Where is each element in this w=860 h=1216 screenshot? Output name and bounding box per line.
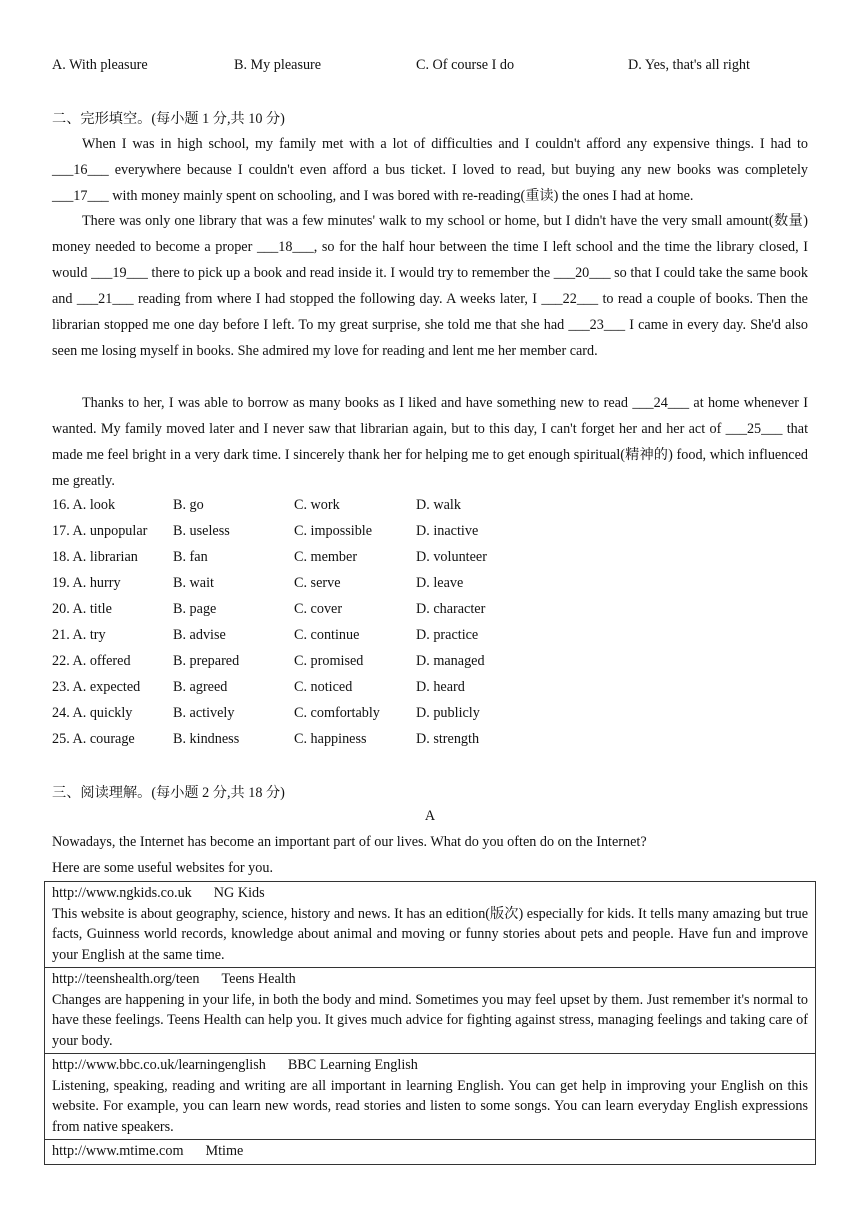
question-option-b: B. advise: [173, 627, 226, 643]
website-name: Mtime: [205, 1143, 244, 1159]
cloze-text: , so for the half hour between the time I left school and the time the library closed, I would: [52, 239, 808, 281]
reading-intro-1: Nowadays, the Internet has become an important part of our lives. What do you often do on the Internet?: [52, 834, 647, 850]
cloze-text: I came in every day. She'd also seen me losing myself in books. She admired my love for reading and lent me her member card.: [52, 317, 808, 359]
cloze-text: reading from where I had stopped the following day. A weeks later, I: [133, 291, 542, 307]
question-option-c: C. noticed: [294, 679, 353, 695]
blank-21: ___21___: [76, 291, 134, 307]
question-option-a: 24. A. quickly: [52, 705, 133, 721]
question-option-b: B. wait: [173, 575, 214, 591]
cloze-text: that made me feel bright in a very dark time. I sincerely thank her for helping me to get enough spiritual(精神的) food, which influenced me greatly.: [52, 421, 809, 489]
website-description: Changes are happening in your life, in both the body and mind. Sometimes you may feel upset by them. Just remember it's normal to have these feelings. Teens Health can help you. It gives much advice for fighting against stress, managing feelings and taking care of your body.: [52, 991, 808, 1049]
question-row: [52, 705, 552, 725]
question-option-d: D. walk: [416, 497, 461, 513]
cloze-heading: 二、完形填空。(每小题 1 分,共 10 分): [52, 111, 285, 127]
question-option-c: C. comfortably: [294, 705, 380, 721]
question-row: [52, 523, 552, 543]
blank-22: ___22___: [541, 291, 599, 307]
question-option-b: B. prepared: [173, 653, 240, 669]
website-header: [52, 1141, 808, 1162]
previous-question-options: [52, 57, 808, 77]
question-row: [52, 601, 552, 621]
cloze-text: at home whenever I wanted. My family moved later and I never saw that librarian again, but to this day, I can't forget her and her act of: [52, 395, 808, 437]
cloze-paragraph-2: [52, 208, 808, 364]
question-option-d: D. practice: [416, 627, 479, 643]
question-option-c: C. work: [294, 497, 340, 513]
blank-18: ___18___: [256, 239, 314, 255]
blank-20: ___20___: [553, 265, 611, 281]
question-option-c: C. serve: [294, 575, 341, 591]
option-c: C. Of course I do: [416, 57, 515, 73]
websites-table: [44, 881, 816, 1165]
website-url: http://www.ngkids.co.uk: [52, 885, 192, 901]
cloze-paragraph-3: [52, 390, 808, 494]
question-option-a: 16. A. look: [52, 497, 116, 513]
question-row: [52, 653, 552, 673]
cloze-text: to read a couple of books. Then the librarian stopped me one day before I left. To my great surprise, she told me that she had: [52, 291, 808, 333]
question-option-d: D. strength: [416, 731, 480, 747]
question-option-d: D. inactive: [416, 523, 479, 539]
website-url: http://www.mtime.com: [52, 1143, 184, 1159]
question-option-a: 19. A. hurry: [52, 575, 121, 591]
website-row: [45, 968, 816, 1054]
passage-label: A: [424, 808, 436, 824]
cloze-text: with money mainly spent on schooling, and I was bored with re-reading(重读) the ones I had at home.: [108, 188, 694, 204]
question-option-d: D. heard: [416, 679, 465, 695]
blank-16: ___16___: [52, 162, 109, 178]
option-d: D. Yes, that's all right: [628, 57, 750, 73]
website-row: [45, 1054, 816, 1140]
question-option-d: D. publicly: [416, 705, 480, 721]
cloze-text: there to pick up a book and read inside it. I would try to remember the: [147, 265, 554, 281]
cloze-text: everywhere because I couldn't even afford a bus ticket. I loved to read, but buying any new books was completely: [108, 162, 808, 178]
question-row: [52, 679, 552, 699]
question-option-a: 23. A. expected: [52, 679, 141, 695]
question-option-d: D. managed: [416, 653, 485, 669]
reading-heading: 三、阅读理解。(每小题 2 分,共 18 分): [52, 785, 285, 801]
blank-24: ___24___: [632, 395, 690, 411]
question-option-a: 20. A. title: [52, 601, 112, 617]
blank-25: ___25___: [725, 421, 783, 437]
website-cell: [45, 1054, 816, 1140]
question-row: [52, 731, 552, 751]
website-header: [52, 969, 808, 990]
question-option-c: C. promised: [294, 653, 364, 669]
cloze-text: There was only one library that was a few minutes' walk to my school or home, but I didn't have the very small amount(数量) money needed to become a proper: [52, 213, 808, 255]
website-row: [45, 1140, 816, 1165]
question-option-a: 21. A. try: [52, 627, 106, 643]
website-cell: [45, 1140, 816, 1165]
question-option-a: 17. A. unpopular: [52, 523, 148, 539]
cloze-text: When I was in high school, my family met with a lot of difficulties and I couldn't afford any expensive things. I had to: [82, 136, 808, 152]
website-row: [45, 882, 816, 968]
website-name: BBC Learning English: [287, 1057, 418, 1073]
cloze-paragraph-1: [52, 131, 808, 209]
question-row: [52, 549, 552, 569]
cloze-text: Thanks to her, I was able to borrow as many books as I liked and have something new to read: [82, 395, 633, 411]
question-option-b: B. kindness: [173, 731, 240, 747]
website-description: Listening, speaking, reading and writing are all important in learning English. You can get help in improving your English on this website. For example, you can learn new words, read stories and listen to some songs. You can learn everyday English expressions from native speakers.: [52, 1077, 808, 1135]
website-cell: [45, 882, 816, 968]
website-description: This website is about geography, science, history and news. It has an edition(版次) especially for kids. It tells many amazing but true facts, Guinness world records, knowledge about animal and moving or funny stories about pets and people. Have fun and improve your English at the same time.: [52, 905, 808, 963]
question-option-b: B. fan: [173, 549, 208, 565]
website-header: [52, 1055, 808, 1076]
question-option-a: 18. A. librarian: [52, 549, 138, 565]
question-option-c: C. cover: [294, 601, 343, 617]
blank-23: ___23___: [568, 317, 626, 333]
question-option-c: C. continue: [294, 627, 360, 643]
option-b: B. My pleasure: [234, 57, 322, 73]
website-url: http://www.bbc.co.uk/learningenglish: [52, 1057, 266, 1073]
blank-17: ___17___: [52, 188, 109, 204]
question-option-d: D. leave: [416, 575, 464, 591]
question-option-a: 25. A. courage: [52, 731, 135, 747]
website-cell: [45, 968, 816, 1054]
question-option-b: B. go: [173, 497, 204, 513]
question-option-a: 22. A. offered: [52, 653, 131, 669]
website-name: NG Kids: [213, 885, 265, 901]
question-option-c: C. impossible: [294, 523, 373, 539]
website-name: Teens Health: [221, 971, 296, 987]
question-option-b: B. page: [173, 601, 217, 617]
website-header: [52, 883, 808, 904]
reading-intro-2: Here are some useful websites for you.: [52, 860, 274, 876]
question-option-c: C. member: [294, 549, 358, 565]
question-row: [52, 497, 552, 517]
option-a: A. With pleasure: [52, 57, 148, 73]
question-option-d: D. volunteer: [416, 549, 487, 565]
question-row: [52, 575, 552, 595]
question-option-b: B. useless: [173, 523, 230, 539]
blank-19: ___19___: [91, 265, 148, 281]
question-option-b: B. actively: [173, 705, 235, 721]
website-url: http://teenshealth.org/teen: [52, 971, 200, 987]
cloze-text: so that I could take the same book and: [52, 265, 808, 307]
question-option-d: D. character: [416, 601, 486, 617]
question-option-c: C. happiness: [294, 731, 367, 747]
question-row: [52, 627, 552, 647]
question-option-b: B. agreed: [173, 679, 228, 695]
